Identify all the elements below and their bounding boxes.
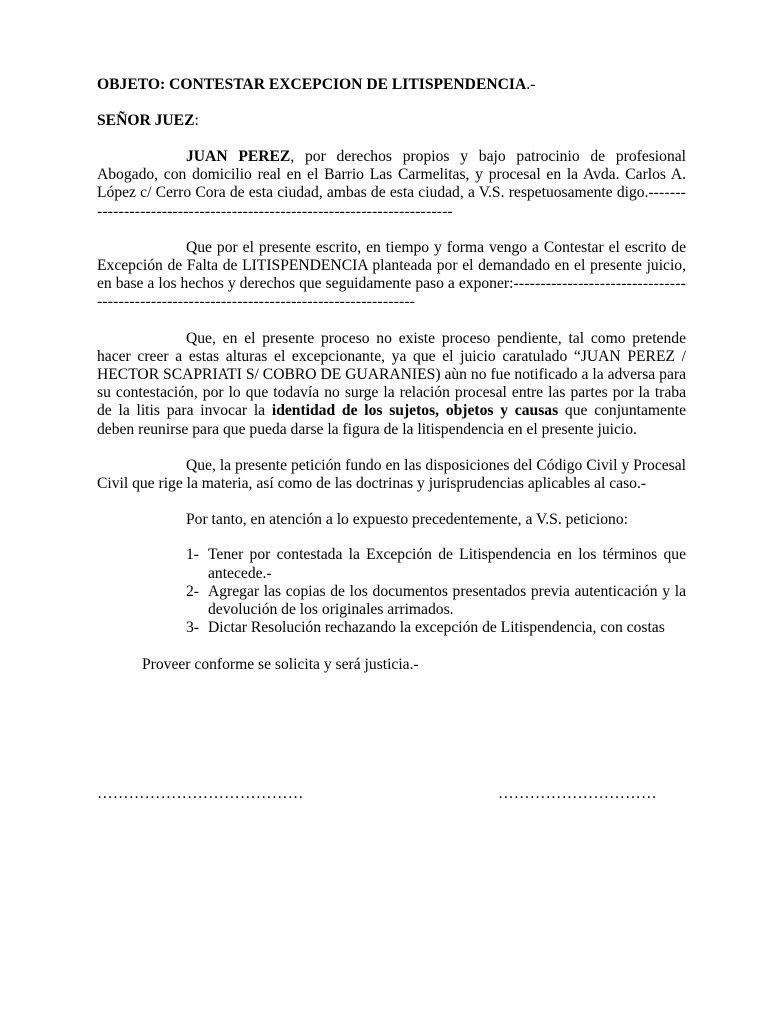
paragraph-purpose: [97, 239, 686, 312]
list-item: [97, 583, 686, 619]
paragraph-petition-text: Por tanto, en atención a lo expuesto precedentemente, a V.S. peticiono:: [186, 511, 628, 529]
paragraph-petition: [97, 511, 686, 529]
list-item-text: Agregar las copias de los documentos presentados previa autenticación y la devolución de los originales arrimados.: [208, 582, 686, 619]
signature-area: [97, 784, 686, 806]
document-object-heading: [97, 75, 686, 94]
document-body: [97, 75, 686, 674]
signature-line-right: …………………………: [498, 785, 657, 802]
list-item-number: 2-: [186, 582, 199, 600]
paragraph-arguments-text-before: Que, en el presente proceso no existe proceso pendiente, tal como pretende hacer creer a estas alturas el excepcionante, ya que el juicio caratulado “JUAN PEREZ / HECTOR SCAPRIATI S/ COBRO DE GUARANIES) aùn no fue notificado a la adversa para su contestación, por lo que todavía no surge la relación procesal entre las partes por la traba de la litis para invocar la: [97, 329, 686, 420]
filler-dashes: ------------------------------------------------------------------------: [97, 184, 686, 220]
salutation: [97, 111, 686, 130]
list-item: [97, 546, 686, 582]
list-item-number: 3-: [186, 619, 199, 637]
paragraph-presentation-text: , por derechos propios y bajo patrocinio de profesional Abogado, con domicilio real en el Barrio Las Carmelitas, y procesal en la Avda. Carlos A. López c/ Cerro Cora de esta ciudad, ambas de esta ciudad, a V.S. respetuosamente digo.-: [97, 148, 686, 202]
list-item-text: Tener por contestada la Excepción de Litispendencia en los términos que antecede.-: [208, 546, 686, 582]
salutation-tail: :: [194, 112, 199, 129]
paragraph-presentation: [97, 148, 686, 221]
list-item: [97, 619, 686, 637]
party-name: JUAN PEREZ: [186, 148, 291, 165]
paragraph-arguments: [97, 330, 686, 439]
closing-formula: Proveer conforme se solicita y será justicia.-: [142, 656, 419, 674]
paragraph-arguments-bold: identidad de los sujetos, objetos y causas: [271, 402, 559, 420]
list-item-number: 1-: [186, 546, 199, 564]
signature-line-left: …………………………………: [97, 785, 304, 802]
filler-dashes: -------------------------------------------------------------------------------------------: [97, 275, 686, 311]
paragraph-legal-basis-text: Que, la presente petición fundo en las disposiciones del Código Civil y Procesal Civil que rige la materia, así como de las doctrinas y jurisprudencias aplicables al caso.-: [97, 456, 686, 493]
object-label: OBJETO: CONTESTAR EXCEPCION DE LITISPENDENCIA: [97, 76, 527, 93]
list-item-text: Dictar Resolución rechazando la excepción de Litispendencia, con costas: [208, 619, 665, 637]
object-tail: .-: [526, 76, 536, 93]
paragraph-arguments-text-after: que conjuntamente deben reunirse para que pueda darse la figura de la litispendencia en el presente juicio.: [97, 402, 686, 438]
request-list: [97, 546, 686, 637]
paragraph-purpose-text: Que por el presente escrito, en tiempo y forma vengo a Contestar el escrito de Excepción de Falta de LITISPENDENCIA planteada por el demandado en el presente juicio, en base a los hechos y derechos que seguidamente paso a exponer:: [97, 238, 686, 293]
salutation-label: SEÑOR JUEZ: [97, 112, 195, 129]
paragraph-legal-basis: [97, 457, 686, 493]
